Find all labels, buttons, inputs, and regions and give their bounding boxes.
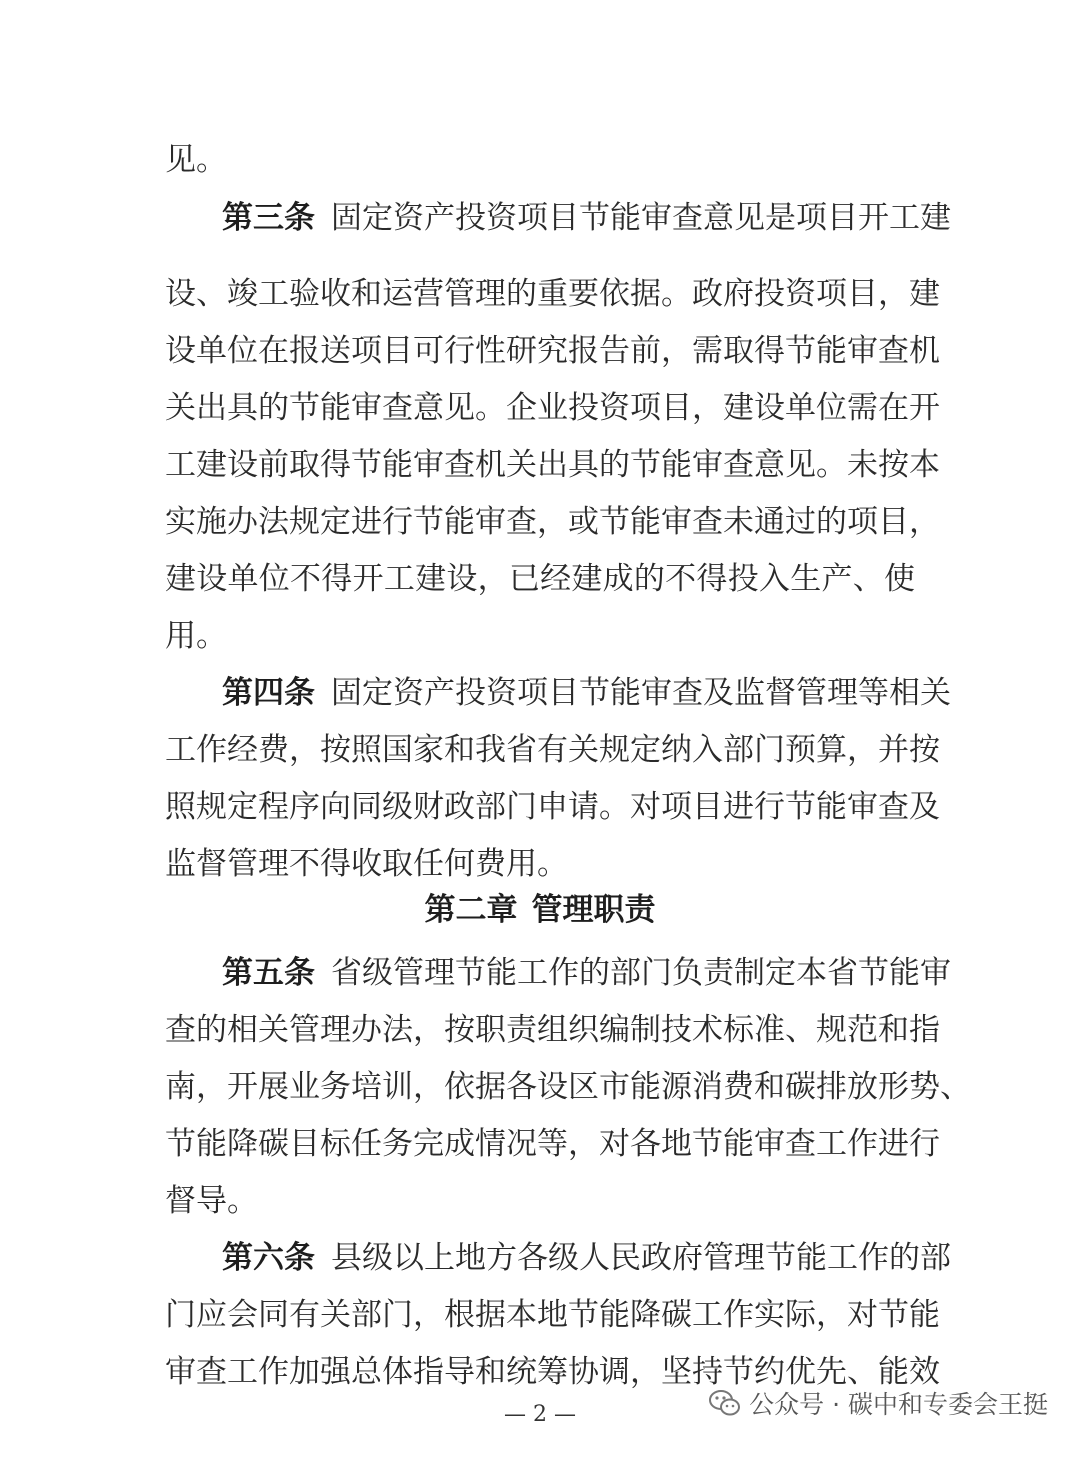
- text-line: 设、竣工验收和运营管理的重要依据。政府投资项目，建: [165, 276, 940, 312]
- article-6-first-line: 第六条 县级以上地方各级人民政府管理节能工作的部: [222, 1240, 951, 1276]
- text-line: 照规定程序向同级财政部门申请。对项目进行节能审查及: [165, 789, 940, 825]
- chapter-title: 管理职责: [531, 892, 656, 928]
- page-number: — 2 —: [504, 1402, 576, 1427]
- text-line: 设单位在报送项目可行性研究报告前，需取得节能审查机: [165, 333, 940, 369]
- article-4-heading: 第四条: [222, 675, 315, 711]
- text-line: 督导。: [165, 1183, 258, 1219]
- text-line: 门应会同有关部门，根据本地节能降碳工作实际，对节能: [165, 1297, 940, 1333]
- wechat-icon: [709, 1389, 741, 1417]
- article-3-heading: 第三条: [222, 200, 315, 236]
- article-6-heading: 第六条: [222, 1240, 315, 1276]
- text-line: 查的相关管理办法，按职责组织编制技术标准、规范和指: [165, 1012, 940, 1048]
- text-line: 工作经费，按照国家和我省有关规定纳入部门预算，并按: [165, 732, 940, 768]
- article-5-first-line: 第五条 省级管理节能工作的部门负责制定本省节能审: [222, 955, 951, 991]
- article-3-first-line: 第三条 固定资产投资项目节能审查意见是项目开工建: [222, 200, 951, 236]
- text-line: 用。: [165, 618, 227, 654]
- chapter-heading: [0, 888, 1080, 932]
- text-line: 建设单位不得开工建设，已经建成的不得投入生产、使: [165, 561, 915, 597]
- text-line: 实施办法规定进行节能审查，或节能审查未通过的项目，: [165, 504, 940, 540]
- text-line: 监督管理不得收取任何费用。: [165, 846, 568, 882]
- text-line: 南，开展业务培训，依据各设区市能源消费和碳排放形势、: [165, 1069, 971, 1105]
- watermark: [709, 1383, 1048, 1423]
- text-line: 关出具的节能审查意见。企业投资项目，建设单位需在开: [165, 390, 940, 426]
- text-line: 工建设前取得节能审查机关出具的节能审查意见。未按本: [165, 447, 940, 483]
- text-line: 审查工作加强总体指导和统筹协调，坚持节约优先、能效: [165, 1354, 940, 1390]
- article-4-first-line: 第四条 固定资产投资项目节能审查及监督管理等相关: [222, 675, 951, 711]
- chapter-number: 第二章: [424, 892, 518, 928]
- text-line: 节能降碳目标任务完成情况等，对各地节能审查工作进行: [165, 1126, 940, 1162]
- text-line: 见。: [165, 142, 227, 178]
- watermark-text: 公众号 · 碳中和专委会王挺: [749, 1390, 1048, 1419]
- article-5-heading: 第五条: [222, 955, 315, 991]
